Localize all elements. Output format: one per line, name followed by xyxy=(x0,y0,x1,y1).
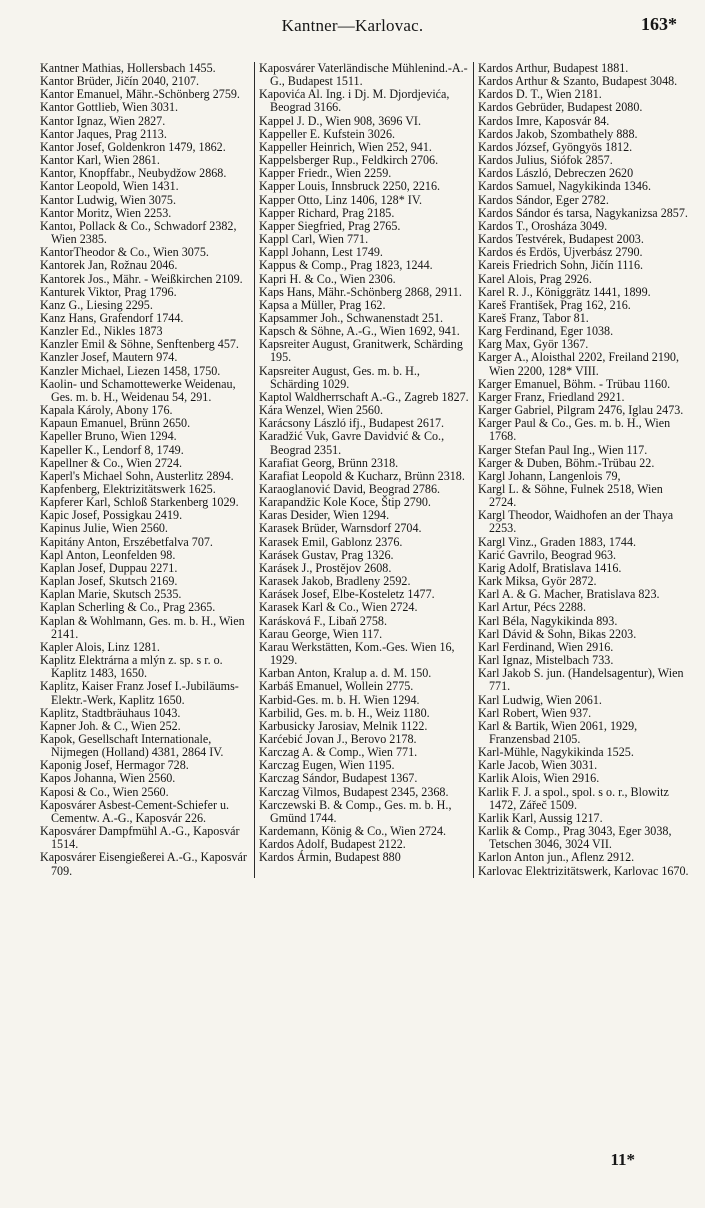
directory-entry: Kardos József, Gyöngyös 1812. xyxy=(478,139,633,154)
directory-entry: Karácsony László ifj., Budapest 2617. xyxy=(259,416,445,431)
directory-entry: Kappeller E. Kufstein 3026. xyxy=(259,126,396,141)
directory-entry: Karger & Duben, Böhm.-Trübau 22. xyxy=(478,455,655,470)
directory-entry: Kantoı, Pollack & Co., Schwadorf 2382, Wien 2385. xyxy=(40,218,237,247)
directory-entry: Kardemann, König & Co., Wien 2724. xyxy=(259,824,447,839)
column-3 xyxy=(474,62,693,878)
directory-entry: Kaplitz Elektrárna a mlýn z. sp. s r. o. Kaplitz 1483, 1650. xyxy=(40,653,223,681)
directory-entry: Kaponig Josef, Hermagor 728. xyxy=(40,758,189,773)
signature-mark: 11* xyxy=(610,1150,635,1169)
directory-entry: Kára Wenzel, Wien 2560. xyxy=(259,403,384,418)
directory-entry: Karadžić Vuk, Gavre Davidvić & Co., Beograd 2351. xyxy=(259,429,445,457)
directory-entry: Kantor Gottlieb, Wien 3031. xyxy=(40,100,179,115)
directory-entry: Karel Alois, Prag 2926. xyxy=(478,271,592,286)
directory-entry: Kantor Moritz, Wien 2253. xyxy=(40,205,172,220)
directory-entry: Kapfenberg, Elektrizitätswerk 1625. xyxy=(40,482,216,496)
directory-entry: Kapellner & Co., Wien 2724. xyxy=(40,455,183,470)
directory-entry: Kantor Leopold, Wien 1431. xyxy=(40,179,179,194)
directory-entry: Karczag Sándor, Budapest 1367. xyxy=(259,771,418,786)
column-1 xyxy=(36,62,255,878)
directory-entry: KantorTheodor & Co., Wien 3075. xyxy=(40,245,209,260)
directory-entry: Kapsa a Müller, Prag 162. xyxy=(259,297,386,312)
directory-entry: Kapala Károly, Abony 176. xyxy=(40,403,173,418)
directory-entry: Kapper Louis, Innsbruck 2250, 2216. xyxy=(259,179,441,194)
directory-entry: Kappelsberger Rup., Feldkirch 2706. xyxy=(259,153,439,168)
directory-entry: Kaplan Scherling & Co., Prag 2365. xyxy=(40,600,216,615)
directory-entry: Kantor Ignaz, Wien 2827. xyxy=(40,113,166,128)
running-title: Kantner—Karlovac. xyxy=(281,16,424,35)
directory-entry: Kanzler Ed., Nikles 1873 xyxy=(40,324,163,339)
directory-entry: Karlon Anton jun., Aflenz 2912. xyxy=(478,850,635,865)
directory-entry: Kardos Sándor, Eger 2782. xyxy=(478,192,609,207)
directory-entry: Kapsreiter August, Granitwerk, Schärding 195. xyxy=(259,337,463,365)
directory-entry: Karlik F. J. a spol., spol. s o. r., Blowitz 1472, Zářeč 1509. xyxy=(478,784,669,812)
directory-entry: Kapper Richard, Prag 2185. xyxy=(259,205,395,220)
directory-entry: Kaplitz, Stadtbräuhaus 1043. xyxy=(40,705,181,720)
directory-entry: Kantorek Jan, Rožnau 2046. xyxy=(40,258,178,273)
directory-entry: Kantor Brüder, Jičín 2040, 2107. xyxy=(40,74,200,89)
directory-entry: Kardos Julius, Siófok 2857. xyxy=(478,153,613,168)
directory-entry: Kareš František, Prag 162, 216. xyxy=(478,297,631,312)
directory-entry: Kaplan & Wohlmann, Ges. m. b. H., Wien 2141. xyxy=(40,613,245,641)
directory-entry: Kargl Vinz., Graden 1883, 1744. xyxy=(478,534,637,549)
directory-entry: Kark Miksa, Györ 2872. xyxy=(478,574,597,589)
page-number: 163* xyxy=(641,14,677,34)
directory-entry: Kapitány Anton, Erszébetfalva 707. xyxy=(40,534,213,549)
directory-entry: Kaplitz, Kaiser Franz Josef I.-Jubiläums-Elektr.-Werk, Kaplitz 1650. xyxy=(40,679,239,707)
directory-entry: Kaposvárer Eisengießerei A.-G., Kaposvár 709. xyxy=(40,850,247,878)
directory-entry: Karau George, Wien 117. xyxy=(259,626,383,641)
directory-entry: Karger Franz, Friedland 2921. xyxy=(478,389,625,404)
directory-entry: Kapos Johanna, Wien 2560. xyxy=(40,771,176,786)
directory-entry: Karasek Brüder, Warnsdorf 2704. xyxy=(259,521,422,536)
directory-entry: Kaplan Josef, Duppau 2271. xyxy=(40,560,178,575)
directory-entry: Karasek Jakob, Bradleny 2592. xyxy=(259,574,411,589)
directory-entry: Karafiat Georg, Brünn 2318. xyxy=(259,455,399,470)
directory-entry: Karlik Alois, Wien 2916. xyxy=(478,771,600,786)
directory-entry: Kapic Josef, Possigkau 2419. xyxy=(40,508,183,523)
directory-entry: Kanzler Josef, Mautern 974. xyxy=(40,350,178,365)
directory-entry: Karbilid, Ges. m. b. H., Weiz 1180. xyxy=(259,705,430,720)
directory-entry: Karásek Josef, Elbe-Kosteletz 1477. xyxy=(259,587,435,602)
directory-entry: Karafiat Leopold & Kucharz, Brünn 2318. xyxy=(259,468,465,483)
directory-entry: Karlik Karl, Aussig 1217. xyxy=(478,810,603,825)
directory-entry: Karczag A. & Comp., Wien 771. xyxy=(259,745,418,760)
directory-entry: Karbusicky Jarosiav, Melnik 1122. xyxy=(259,718,428,733)
directory-entry: Karig Adolf, Bratislava 1416. xyxy=(478,560,622,575)
directory-entry: Kardos T., Orosháza 3049. xyxy=(478,218,608,233)
directory-entry: Karczag Eugen, Wien 1195. xyxy=(259,758,395,773)
directory-entry: Kapaun Emanuel, Brünn 2650. xyxy=(40,416,191,431)
directory-entry: Kardos Imre, Kaposvár 84. xyxy=(478,113,610,128)
directory-entry: Kapper Friedr., Wien 2259. xyxy=(259,166,392,181)
directory-entry: Kantor Jaques, Prag 2113. xyxy=(40,126,167,141)
directory-entry: Karl & Bartik, Wien 2061, 1929, Franzensbad 2105. xyxy=(478,718,638,746)
directory-entry: Karger A., Aloisthal 2202, Freiland 2190, Wien 2200, 128* VIII. xyxy=(478,350,679,378)
directory-entry: Kapsreiter August, Ges. m. b. H., Schärding 1029. xyxy=(259,363,420,391)
directory-entry: Kantorek Jos., Mähr. - Weißkirchen 2109. xyxy=(40,271,243,286)
directory-entry: Kaptol Waldherrschaft A.-G., Zagreb 1827. xyxy=(259,389,469,404)
directory-entry: Karbáš Emanuel, Wollein 2775. xyxy=(259,679,414,694)
directory-entry: Karczag Vilmos, Budapest 2345, 2368. xyxy=(259,784,449,799)
directory-entry: Kaperl's Michael Sohn, Austerlitz 2894. xyxy=(40,468,234,483)
directory-entry: Karczewski B. & Comp., Ges. m. b. H., Gmünd 1744. xyxy=(259,797,452,825)
directory-entry: Karl Artur, Pécs 2288. xyxy=(478,600,587,615)
directory-entry: Kappl Johann, Lest 1749. xyxy=(259,245,383,260)
directory-entry: Kardos Ármin, Budapest 880 xyxy=(259,850,401,865)
directory-entry: Karel R. J., Königgrätz 1441, 1899. xyxy=(478,284,651,299)
directory-entry: Karl Ignaz, Mistelbach 733. xyxy=(478,653,614,668)
directory-columns xyxy=(36,62,696,878)
directory-entry: Kardos Testvérek, Budapest 2003. xyxy=(478,232,644,247)
directory-entry: Kapok, Gesellschaft Internationale, Nijmegen (Holland) 4381, 2864 IV. xyxy=(40,731,224,760)
directory-entry: Karl Jakob S. jun. (Handelsagentur), Wien 771. xyxy=(478,666,684,694)
directory-entry: Karbid-Ges. m. b. H. Wien 1294. xyxy=(259,692,420,707)
directory-entry: Kapl Anton, Leonfelden 98. xyxy=(40,547,176,562)
directory-entry: Kardos Sándor és tarsa, Nagykanizsa 2857. xyxy=(478,205,688,220)
directory-entry: Karaoglanović David, Beograd 2786. xyxy=(259,482,441,496)
directory-entry: Kapsammer Joh., Schwanenstadt 251. xyxy=(259,310,444,325)
directory-entry: Karle Jacob, Wien 3031. xyxy=(478,758,598,773)
directory-entry: Kargl L. & Söhne, Fulnek 2518, Wien 2724. xyxy=(478,482,663,510)
directory-entry: Kaposvárer Vaterländische Mühlenind.-A.-G., Budapest 1511. xyxy=(259,61,468,89)
directory-entry: Kappel J. D., Wien 908, 3696 VI. xyxy=(259,113,421,128)
directory-entry: Kappeller Heinrich, Wien 252, 941. xyxy=(259,139,432,154)
directory-entry: Kaplan Marie, Skutsch 2535. xyxy=(40,587,182,602)
directory-entry: Kanz Hans, Grafendorf 1744. xyxy=(40,310,184,325)
directory-entry: Karasek Emil, Gablonz 2376. xyxy=(259,534,403,549)
directory-entry: Karl Ferdinand, Wien 2916. xyxy=(478,639,614,654)
directory-entry: Karban Anton, Kralup a. d. M. 150. xyxy=(259,666,432,681)
directory-entry: Karlovac Elektrizitätswerk, Karlovac 1670. xyxy=(478,863,689,878)
directory-entry: Kapler Alois, Linz 1281. xyxy=(40,639,160,654)
directory-entry: Karl Robert, Wien 937. xyxy=(478,705,592,720)
directory-entry: Karasek Karl & Co., Wien 2724. xyxy=(259,600,418,615)
directory-entry: Kapri H. & Co., Wien 2306. xyxy=(259,271,396,286)
directory-entry: Kapeller Bruno, Wien 1294. xyxy=(40,429,177,444)
directory-entry: Kapner Joh. & C., Wien 252. xyxy=(40,718,181,733)
directory-entry: Kantner Mathias, Hollersbach 1455. xyxy=(40,61,216,75)
directory-entry: Kardos Jakob, Szombathely 888. xyxy=(478,126,638,141)
directory-entry: Kaplan Josef, Skutsch 2169. xyxy=(40,574,178,589)
directory-entry: Karl Ludwig, Wien 2061. xyxy=(478,692,602,707)
directory-entry: Kantor Emanuel, Mähr.-Schönberg 2759. xyxy=(40,87,240,102)
directory-entry: Kapovića Al. Ing. i Dj. M. Djordjevića, Beograd 3166. xyxy=(259,87,450,115)
directory-entry: Karl-Mühle, Nagykikinda 1525. xyxy=(478,745,634,760)
directory-entry: Kantor Ludwig, Wien 3075. xyxy=(40,192,176,207)
directory-entry: Kapper Siegfried, Prag 2765. xyxy=(259,218,401,233)
directory-entry: Karau Werkstätten, Kom.-Ges. Wien 16, 1929. xyxy=(259,639,455,668)
directory-entry: Karapandžic Kole Koce, Štip 2790. xyxy=(259,495,431,510)
directory-entry: Kardos Arthur & Szanto, Budapest 3048. xyxy=(478,74,678,89)
directory-entry: Karlik & Comp., Prag 3043, Eger 3038, Tetschen 3046, 3024 VII. xyxy=(478,824,672,852)
directory-entry: Kanturek Viktor, Prag 1796. xyxy=(40,284,177,299)
directory-entry: Karger Stefan Paul Ing., Wien 117. xyxy=(478,442,648,457)
directory-entry: Karásek J., Prostějov 2608. xyxy=(259,560,392,575)
directory-entry: Kantor, Knopffabr., Neubydžow 2868. xyxy=(40,166,227,181)
directory-entry: Karl A. & G. Macher, Bratislava 823. xyxy=(478,587,660,602)
directory-entry: Karger Gabriel, Pilgram 2476, Iglau 2473. xyxy=(478,403,684,418)
directory-entry: Kanz G., Liesing 2295. xyxy=(40,297,153,312)
directory-entry: Karg Max, Györ 1367. xyxy=(478,337,589,352)
directory-entry: Kaps Hans, Mähr.-Schönberg 2868, 2911. xyxy=(259,284,462,299)
directory-entry: Kanzler Emil & Söhne, Senftenberg 457. xyxy=(40,337,239,352)
directory-entry: Karić Gavrilo, Beograd 963. xyxy=(478,547,617,562)
directory-entry: Kapsch & Söhne, A.-G., Wien 1692, 941. xyxy=(259,324,460,339)
directory-entry: Kardos Gebrüder, Budapest 2080. xyxy=(478,100,643,115)
directory-entry: Kardos D. T., Wien 2181. xyxy=(478,87,602,102)
directory-entry: Kardos Arthur, Budapest 1881. xyxy=(478,61,629,75)
directory-entry: Karg Ferdinand, Eger 1038. xyxy=(478,324,614,339)
directory-entry: Karćebić Jovan J., Berovo 2178. xyxy=(259,731,417,746)
directory-entry: Karásek Gustav, Prag 1326. xyxy=(259,547,394,562)
directory-entry: Karl Dávid & Sohn, Bikas 2203. xyxy=(478,626,637,641)
directory-entry: Kapferer Karl, Schloß Starkenberg 1029. xyxy=(40,495,239,510)
directory-entry: Kaolin- und Schamottewerke Weidenau, Ges. m. b. H., Weidenau 54, 291. xyxy=(40,376,236,404)
directory-entry: Kapeller K., Lendorf 8, 1749. xyxy=(40,442,184,457)
directory-entry: Kaposi & Co., Wien 2560. xyxy=(40,784,169,799)
page-header xyxy=(0,6,705,46)
directory-entry: Kardos Adolf, Budapest 2122. xyxy=(259,837,406,852)
directory-entry: Kanzler Michael, Liezen 1458, 1750. xyxy=(40,363,221,378)
directory-entry: Kargl Johann, Langenlois 79, xyxy=(478,468,621,483)
directory-entry: Kaposvárer Dampfmühl A.-G., Kaposvár 1514. xyxy=(40,824,240,852)
directory-entry: Karásková F., Libaň 2758. xyxy=(259,613,388,628)
directory-entry: Kantor Josef, Goldenkron 1479, 1862. xyxy=(40,139,226,154)
directory-entry: Kardos és Erdös, Ujverbász 2790. xyxy=(478,245,643,260)
directory-entry: Kapper Otto, Linz 1406, 128* IV. xyxy=(259,192,423,207)
directory-entry: Kareis Friedrich Sohn, Jičín 1116. xyxy=(478,258,644,273)
directory-entry: Kardos Samuel, Nagykikinda 1346. xyxy=(478,179,651,194)
directory-entry: Kardos László, Debreczen 2620 xyxy=(478,166,634,181)
directory-entry: Karl Béla, Nagykikinda 893. xyxy=(478,613,618,628)
directory-entry: Kantor Karl, Wien 2861. xyxy=(40,153,160,168)
directory-entry: Kappl Carl, Wien 771. xyxy=(259,232,369,247)
directory-entry: Karas Desider, Wien 1294. xyxy=(259,508,390,523)
directory-entry: Kaposvárer Asbest-Cement-Schiefer u. Cementw. A.-G., Kaposvár 226. xyxy=(40,797,230,825)
directory-entry: Kappus & Comp., Prag 1823, 1244. xyxy=(259,258,433,273)
directory-entry: Karger Paul & Co., Ges. m. b. H., Wien 1768. xyxy=(478,416,671,444)
directory-entry: Karger Emanuel, Böhm. - Trübau 1160. xyxy=(478,376,671,391)
directory-entry: Kareš Franz, Tabor 81. xyxy=(478,310,589,325)
column-2 xyxy=(255,62,474,878)
directory-entry: Kargl Theodor, Waidhofen an der Thaya 2253. xyxy=(478,508,674,536)
directory-entry: Kapinus Julie, Wien 2560. xyxy=(40,521,168,536)
